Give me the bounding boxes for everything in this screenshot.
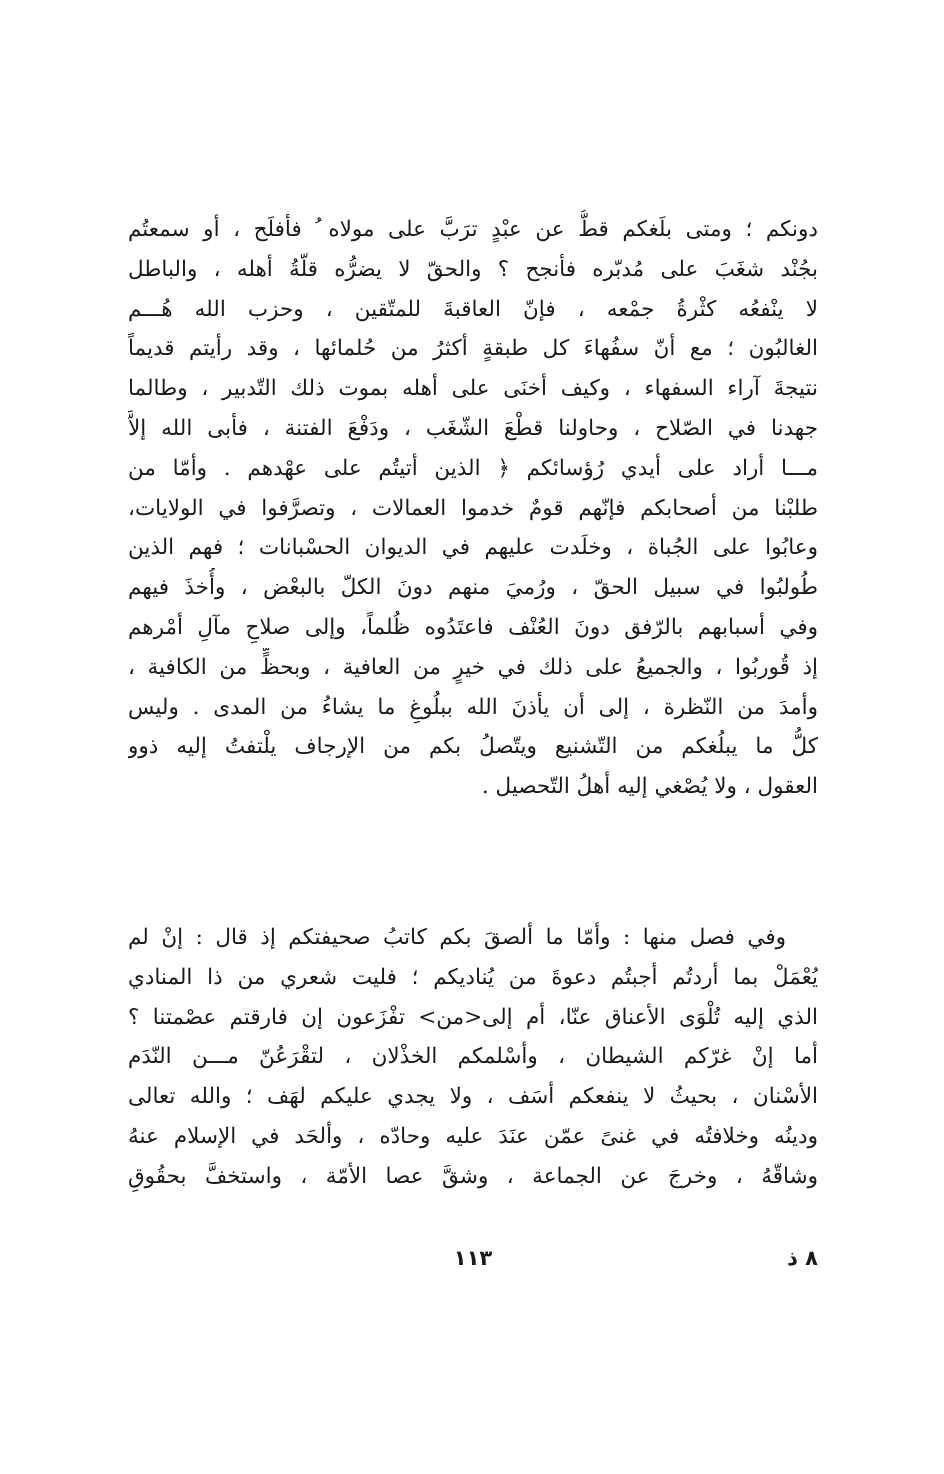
text-line: العقول ، ولا يُصْغي إليه أهلُ التّحصيل . — [481, 774, 818, 800]
text-line: وفي فصل منها : وأمّا ما ألصقَ بكم كاتبُ صحيفتكم إذ قال : إنْ لم — [128, 925, 786, 950]
text-line: وعابُوا على الجُباة ، وخلَدت عليهم في الديوان الحسْبانات ؛ فهم الذين — [128, 535, 818, 561]
text-line: لا ينْفعُه كثْرةُ جمْعه ، فإنّ العاقبةَ للمتّقين ، وحزب الله هُـــم — [128, 296, 818, 322]
text-line: وفي أسبابهم بالرّفق دونَ العُنْف فاعتَدُوه ظُلماً، وإلى صلاحِ مآلِ أمْرهم — [128, 614, 818, 640]
text-line: ودينُه وخلافتُه في غنىً عمّن عنَدَ عليه وحادّه ، وألحَد في الإسلام عنهُ — [128, 1123, 818, 1149]
text-line: يُعْمَلْ بما أردتُم أجبتُم دعوةَ من يُناديكم ؛ فليت شعري من ذا المنادي — [128, 964, 818, 990]
text-line: دونكم ؛ ومتى بلَغكم قطُّ عن عبْدٍ ترَبَّ على مولاه ُ فأفلَح ، أو سمعتُم — [128, 217, 818, 242]
text-line: الأسْنان ، بحيثُ لا ينفعكم أسَف ، ولا يجدي عليكم لهَف ؛ والله تعالى — [128, 1084, 818, 1110]
text-line: أما إنْ غرّكم الشيطان ، وأسْلمكم الخذْلان ، لتقْرَعُنّ مـــن النّدَم — [128, 1044, 818, 1070]
text-line: وأمدَ من النّظرة ، إلى أن يأذنَ الله ببلُوغِ ما يشاءُ من المدى . وليس — [128, 694, 818, 720]
text-line: الغالبُون ؛ مع أنّ سفُهاءَ كل طبقةٍ أكثرُ من حُلمائها ، وقد رأيتم قديماً — [128, 336, 818, 362]
paragraph-2 — [128, 918, 818, 1197]
text-line: جهدنا في الصّلاح ، وحاولنا قطْعَ الشّغَب ، ودَفْعَ الفتنة ، فأبى الله إلاَّ — [128, 415, 818, 441]
signature-mark: ٨ ذ — [787, 1246, 818, 1270]
text-line: كلُّ ما يبلُغكم من التّشنيع ويتّصلُ بكم من الإرجاف يلْتفتُ إليه ذوو — [128, 734, 818, 760]
text-line: نتيجةَ آراء السفهاء ، وكيف أخنَى على أهله بموت ذلك التّدبير ، وطالما — [128, 376, 818, 402]
text-line: بجُنْد شغَبَ على مُدبّره فأنجح ؟ والحقّ لا يضرُّه قلّةُ أهله ، والباطل — [128, 256, 818, 282]
page-footer — [128, 1238, 818, 1278]
paragraph-1 — [128, 210, 818, 807]
page-number: ١١٣ — [453, 1246, 493, 1270]
text-line: إذ قُوربُوا ، والجميعُ على ذلك في خيرٍ من العافية ، وبحظٍّ من الكافية ، — [128, 654, 818, 680]
text-line: طلبْنا من أصحابكم فإنّهم قومٌ خدموا العمالات ، وتصرَّفوا في الولايات، — [128, 495, 818, 521]
text-line: طُولبُوا في سبيل الحقّ ، ورُميَ منهم دونَ الكلّ بالبعْض ، وأُخذَ فيهم — [128, 575, 818, 601]
text-line: مـــا أراد على أيدي رُؤسائكم ﴿ الذين أتيتُم على عهْدهم . وأمّا من — [128, 455, 818, 481]
text-line: الذي إليه تُلْوَى الأعناق عنّا، أم إلى<من> تفْزَعون إن فارقتم عصْمتنا ؟ — [128, 1004, 818, 1030]
text-line: وشاقّهُ ، وخرجَ عن الجماعة ، وشقَّ عصا الأمّة ، واستخفَّ بحقُوقِ — [128, 1163, 818, 1189]
